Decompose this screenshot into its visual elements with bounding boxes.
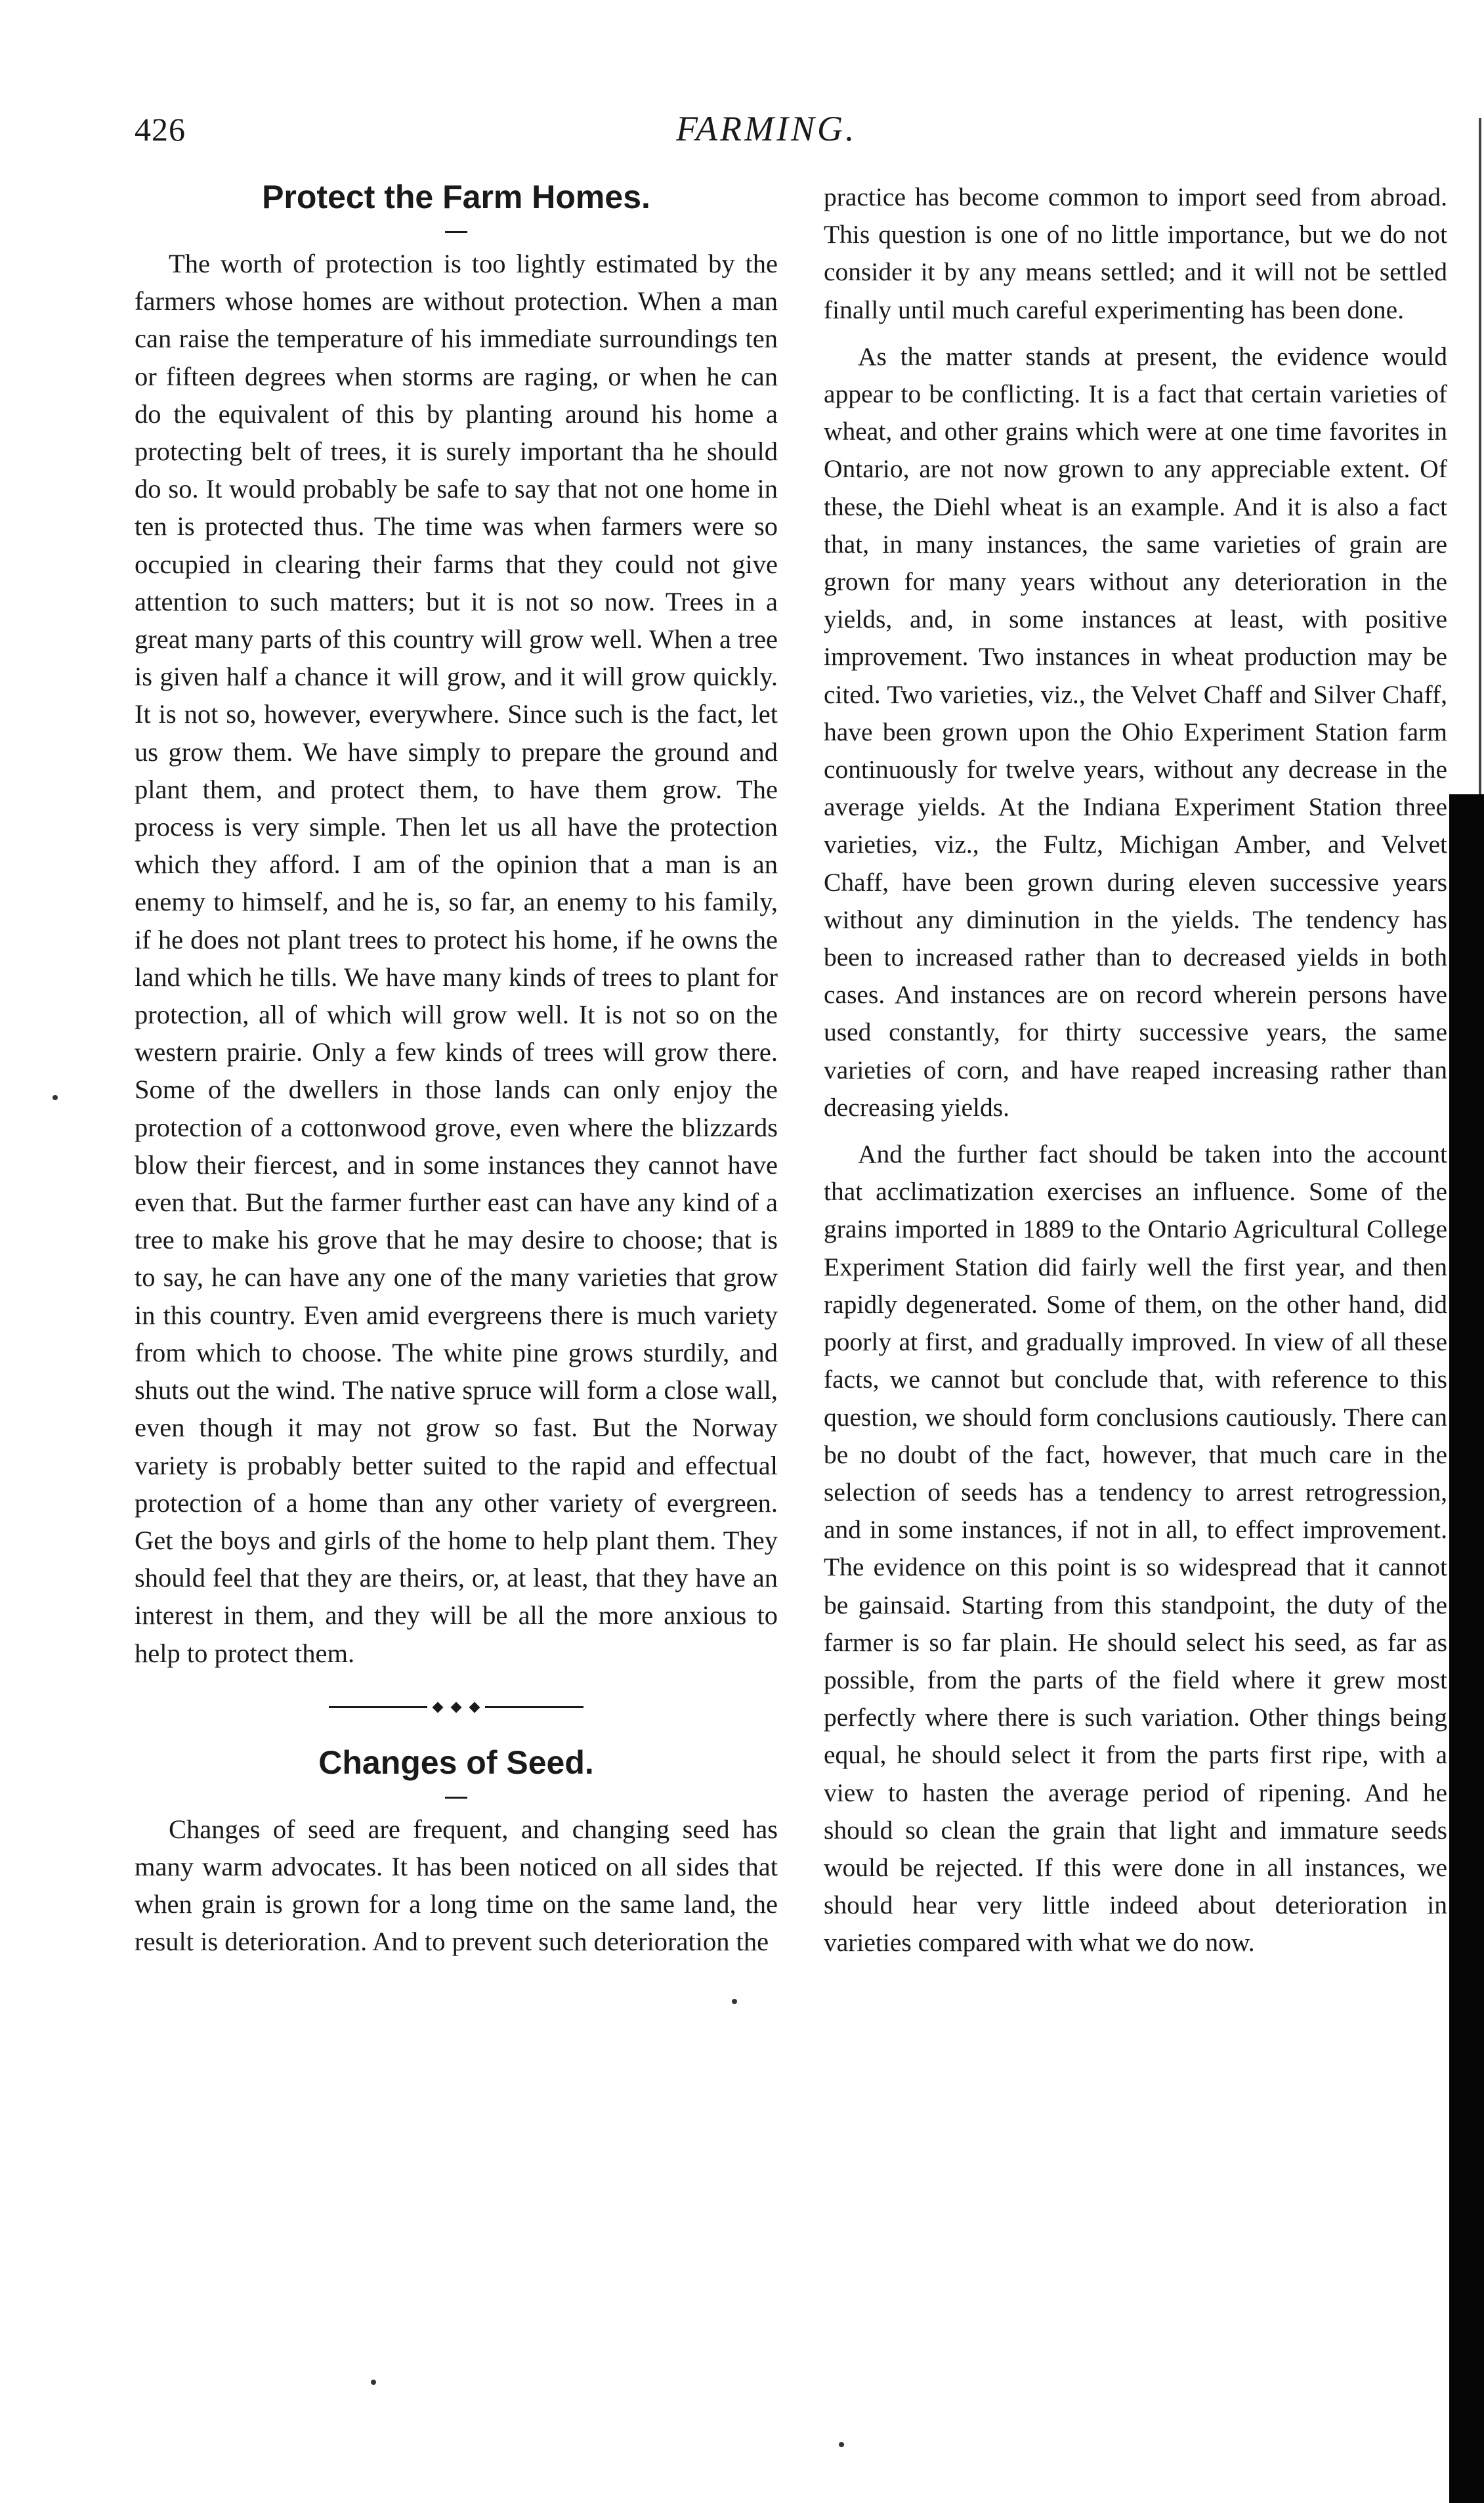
scan-dark-margin [1449,794,1484,2503]
scan-speck [371,2380,376,2385]
scan-speck [53,1095,58,1100]
page-number: 426 [135,111,186,148]
left-column [135,177,778,1961]
ornament-diamond [451,1701,462,1713]
section-divider-ornament [135,1703,778,1711]
article2-paragraph-2: As the matter stands at present, the evidence would appear to be conflicting. It is a fact that certain varieties of wheat, and other grains which were at one time favorites in Ontario, are not now grown to any appreciable extent. Of these, the Diehl wheat is an example. And it is also a fact that, in many instances, the same varieties of grain are grown for many years without any deterioration in the yields, and, in some instances at least, with positive improvement. Two instances in wheat production may be cited. Two varieties, viz., the Velvet Chaff and Silver Chaff, have been grown upon the Ohio Experiment Station farm continuously for twelve years, without any decrease in the average yields. At the Indiana Experiment Station three varieties, viz., the Fultz, Michigan Amber, and Velvet Chaff, have been grown during eleven successive years without any diminution in the yields. The tendency has been to increased rather than to decreased yields in both cases. And instances are on record wherein persons have used constantly, for thirty successive years, the same varieties of corn, and have reaped increasing rather than decreasing yields. [824,341,1447,1122]
title-rule [445,1797,467,1799]
scan-speck [732,1999,737,2004]
running-title: FARMING. [676,109,857,148]
ornament-diamond [433,1701,444,1713]
article2-continued-paragraph: practice has become common to import seed from abroad. This question is one of no little importance, but we do not consider it by any means settled; and it will not be settled finally until much careful experimenting has been done. [824,182,1447,324]
ornament-line-right [485,1706,583,1708]
article2-paragraph-3: And the further fact should be taken into the account that acclimatization exercises an influence. Some of the grains imported in 1889 to the Ontario Agricultural College Experiment Station did fairly well the first year, and then rapidly degenerated. Some of them, on the other hand, did poorly at first, and gradually improved. In view of all these facts, we cannot but conclude that, with reference to this question, we should form conclusions cautiously. There can be no doubt of the fact, however, that much care in the selection of seeds has a tendency to arrest retrogression, and in some instances, if not in all, to effect improvement. The evidence on this point is so widespread that it cannot be gainsaid. Starting from this standpoint, the duty of the farmer is so far plain. He should select his seed, as far as possible, from the parts of the field where it grew most perfectly where there is such variation. Other things being equal, he should select it from the parts first ripe, with a view to hasten the average period of ripening. And he should so clean the grain that light and immature seeds would be rejected. If this were done in all instances, we should hear very little indeed about deterioration in varieties compared with what we do now. [824,1140,1447,1957]
right-column [824,179,1447,1962]
article-title-changes-of-seed: Changes of Seed. [318,1744,594,1781]
scan-speck [839,2442,844,2447]
article1-paragraph-1: The worth of protection is too lightly estimated by the farmers whose homes are without protection. When a man can raise the temperature of his immediate surroundings ten or fifteen degrees when storms are raging, or when he can do the equivalent of this by planting around his home a protecting belt of trees, it is surely important tha he should do so. It would probably be safe to say that not one home in ten is protected thus. The time was when farmers were so occupied in clearing their farms that they could not give attention to such matters; but it is not so now. Trees in a great many parts of this country will grow well. When a tree is given half a chance it will grow, and it will grow quickly. It is not so, however, everywhere. Since such is the fact, let us grow them. We have simply to prepare the ground and plant them, and protect them, to have them grow. The process is very simple. Then let us all have the protection which they afford. I am of the opinion that a man is an enemy to himself, and he is, so far, an enemy to his family, if he does not plant trees to protect his home, if he owns the land which he tills. We have many kinds of trees to plant for protection, all of which will grow well. It is not so on the western prairie. Only a few kinds of trees will grow there. Some of the dwellers in those lands can only enjoy the protection of a cottonwood grove, even where the blizzards blow their fiercest, and in some instances they cannot have even that. But the farmer further east can have any kind of a tree to make his grove that he may desire to choose; that is to say, he can have any one of the many varieties that grow in this country. Even amid evergreens there is much variety from which to choose. The white pine grows sturdily, and shuts out the wind. The native spruce will form a close wall, even though it may not grow so fast. But the Norway variety is probably better suited to the rapid and effectual protection of a home than any other variety of evergreen. Get the boys and girls of the home to help plant them. They should feel that they are theirs, or, at least, that they have an interest in them, and they will be all the more anxious to help to protect them. [135,249,778,1668]
article-title-protect-farm-homes: Protect the Farm Homes. [262,179,650,215]
ornament-line-left [329,1706,427,1708]
title-rule [445,231,467,233]
ornament-diamond [469,1701,480,1713]
article2-paragraph-1: Changes of seed are frequent, and changing seed has many warm advocates. It has been noticed on all sides that when grain is grown for a long time on the same land, the result is deterioration. And to prevent such deterioration the [135,1814,778,1957]
scan-edge-line [1479,118,1481,794]
